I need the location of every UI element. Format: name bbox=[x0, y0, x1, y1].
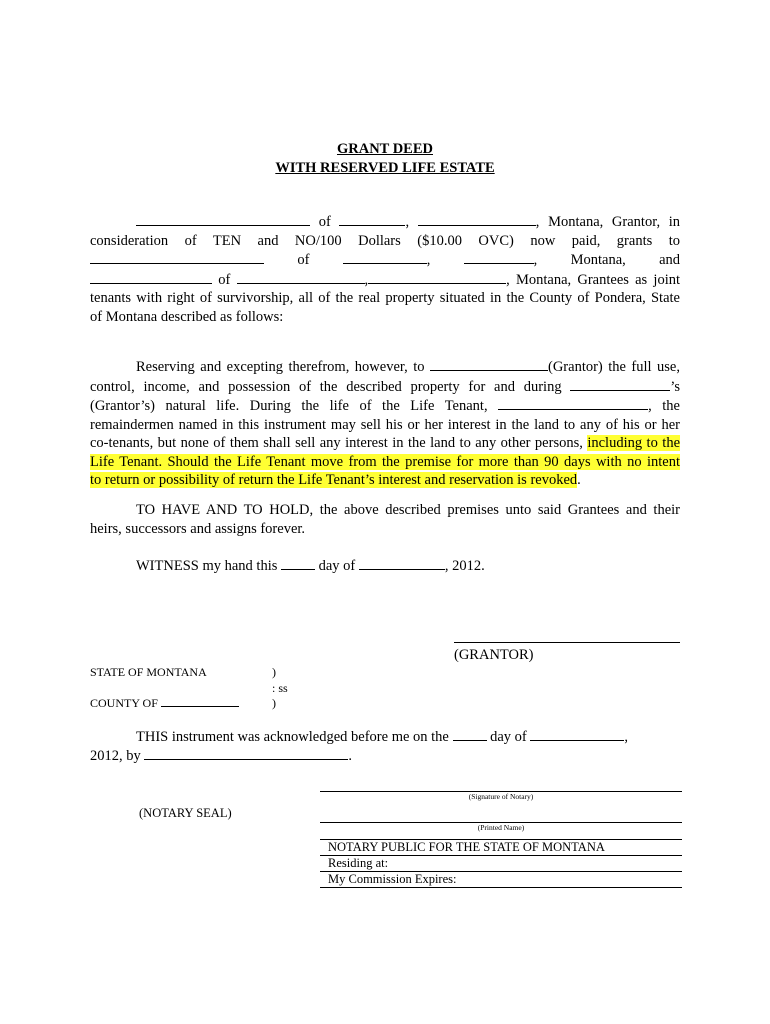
grantor-city-blank[interactable] bbox=[418, 212, 536, 226]
conveyance-paragraph: of , , Montana, Grantor, in consideration of TEN and NO/100 Dollars ($10.00 OVC) now paid, grants to of , , Montana, and of , , Montana, Grantees as joint tenants with right of survivorship, all of the real property situated in the County of Pondera, State of Montana described as follows: bbox=[90, 214, 681, 325]
grantee2-name-blank[interactable] bbox=[90, 270, 212, 284]
grantee2-address-blank[interactable] bbox=[237, 270, 365, 284]
residing-label: Residing at: bbox=[328, 856, 389, 870]
life-tenant-blank[interactable] bbox=[498, 396, 648, 410]
grantor-name-blank[interactable] bbox=[136, 212, 310, 226]
acknowledgment-line-2: 2012, by . bbox=[90, 748, 352, 764]
acknowledgment-line: THIS instrument was acknowledged before me on the day of , bbox=[136, 729, 629, 745]
notary-public-label: NOTARY PUBLIC FOR THE STATE OF MONTANA bbox=[328, 840, 605, 854]
commission-line[interactable] bbox=[320, 887, 682, 888]
grantor-signature-line[interactable] bbox=[454, 642, 680, 643]
witness-month-blank[interactable] bbox=[359, 556, 445, 570]
printed-name-caption: (Printed Name) bbox=[477, 823, 525, 832]
notary-signature-caption: (Signature of Notary) bbox=[468, 792, 534, 801]
grantee1-address-blank[interactable] bbox=[343, 250, 427, 264]
ack-name-blank[interactable] bbox=[144, 746, 348, 760]
grantor-possessive-blank[interactable] bbox=[570, 377, 670, 391]
commission-label: My Commission Expires: bbox=[328, 872, 457, 886]
witness-line: WITNESS my hand this day of , 2012. bbox=[136, 558, 485, 574]
grantor-address-blank[interactable] bbox=[339, 212, 405, 226]
highlighted-clause: Life Tenant. Should the Life Tenant move from the premise for more than 90 days with no intent bbox=[90, 453, 680, 470]
document-subtitle: WITH RESERVED LIFE ESTATE bbox=[275, 160, 495, 176]
grantor-label: (GRANTOR) bbox=[454, 647, 534, 663]
notary-seal-label: (NOTARY SEAL) bbox=[139, 806, 232, 820]
consideration-line: consideration of TEN and NO/100 Dollars ($10.00 OVC) now paid, grants to bbox=[90, 232, 680, 249]
ack-day-blank[interactable] bbox=[453, 727, 487, 741]
life-tenant-name-blank[interactable] bbox=[430, 357, 548, 371]
ss-mark: : ss bbox=[272, 681, 288, 695]
document-page: GRANT DEED WITH RESERVED LIFE ESTATE of , , Montana, Grantor, in consideration of TEN and NO/100 Dollars ($10.00 OVC) now paid, grants to of , , Montana, and of , , Montana, Grantees as joint tenants with right of survivorship, all of the real property situated in the County of Pondera, State of Montana described as follows: Reserving and excepting therefrom, however, to (Grantor) the full use, control, income, and possession of the described property for and during ’s (Grantor’s) natural life. During the life of the Life Tenant, , the remaindermen named in this instrument may sell his or her interest in the land to any of his or her co-tenants, but none of them shall sell any interest in the land to any other persons, including to the Life Tenant. Should the Life Tenant move from the premise for more than 90 days with no intent to return or possibility of return the Life Tenant’s interest and reservation is revoked. TO HAVE AND TO HOLD, the above described premises unto said Grantees and their heirs, successors and assigns forever. WITNESS my hand this day of , 2012. (GRANTOR) STATE OF MONTANA COUNTY OF ) : ss ) THIS instrument was acknowledged before me on the day of , 2012, by . (Signature of Notary) (NOTARY SEAL) (Printed Name) NOTARY PUBLIC FOR THE STATE OF MONTANA Residing at: My Commission Expires: bbox=[0, 0, 770, 1024]
highlighted-clause: to return or possibility of return the Life Tenant’s interest and reservation is revoked bbox=[90, 472, 578, 488]
habendum-paragraph: TO HAVE AND TO HOLD, the above described premises unto said Grantees and their heirs, successors and assigns forever. bbox=[90, 502, 680, 537]
county-blank[interactable] bbox=[161, 696, 239, 707]
witness-day-blank[interactable] bbox=[281, 556, 315, 570]
reservation-paragraph: Reserving and excepting therefrom, however, to (Grantor) the full use, control, income, and possession of the described property for and during ’s (Grantor’s) natural life. During the life of the Life Tenant, , the remaindermen named in this instrument may sell his or her interest in the land to any of his or her co-tenants, but none of them shall sell any interest in the land to any other persons, including to the Life Tenant. Should the Life Tenant move from the premise for more than 90 days with no intent to return or possibility of return the Life Tenant’s interest and reservation is revoked. bbox=[90, 359, 681, 488]
ack-month-blank[interactable] bbox=[530, 727, 624, 741]
grantee2-city-blank[interactable] bbox=[368, 270, 506, 284]
highlighted-clause: including to the bbox=[587, 435, 681, 451]
venue-county: COUNTY OF bbox=[90, 696, 239, 711]
grantee1-city-blank[interactable] bbox=[464, 250, 534, 264]
document-title: GRANT DEED bbox=[336, 141, 433, 157]
grantee1-name-blank[interactable] bbox=[90, 250, 264, 264]
venue-state: STATE OF MONTANA bbox=[90, 665, 207, 679]
